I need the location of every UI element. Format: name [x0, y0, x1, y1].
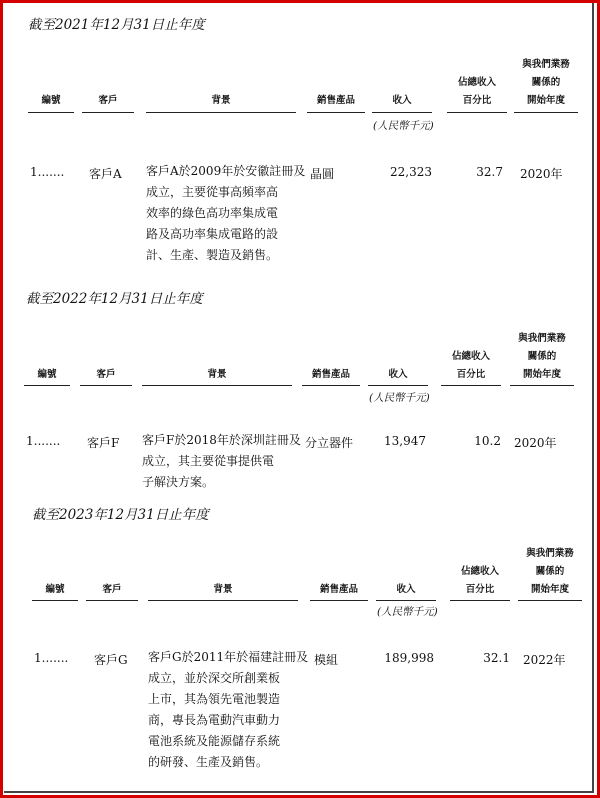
unit-label: (人民幣千元) — [369, 392, 430, 404]
header-pct: 佔總收入 百分比 — [451, 351, 490, 380]
section-title: 截至2022年12月31日止年度 — [26, 291, 203, 307]
unit-label: (人民幣千元) — [377, 606, 438, 618]
header-customer: 客戶 — [102, 584, 122, 595]
row-start-year: 2020年 — [520, 167, 563, 181]
header-rule — [146, 112, 296, 113]
header-customer: 客戶 — [96, 369, 116, 380]
header-rule — [368, 385, 428, 386]
header-rule — [307, 112, 365, 113]
header-revenue: 收入 — [392, 95, 412, 106]
unit-label: (人民幣千元) — [373, 120, 434, 132]
header-rule — [86, 600, 138, 601]
header-product: 銷售產品 — [319, 584, 358, 595]
row-pct: 32.7 — [476, 165, 503, 179]
header-rule — [510, 385, 574, 386]
header-start-year: 與我們業務 關係的 開始年度 — [518, 333, 566, 380]
header-rule — [447, 112, 507, 113]
header-rule — [142, 385, 292, 386]
row-start-year: 2020年 — [514, 436, 557, 450]
header-rule — [514, 112, 578, 113]
row-product: 模組 — [314, 653, 339, 667]
header-rule — [441, 385, 501, 386]
row-customer: 客戶F — [87, 436, 120, 450]
header-customer: 客戶 — [98, 95, 118, 106]
header-rule — [450, 600, 510, 601]
header-pct: 佔總收入 百分比 — [457, 77, 496, 106]
section-title: 截至2023年12月31日止年度 — [32, 507, 209, 523]
row-background: 客戶G於2011年於福建註冊及 成立，並於深交所創業板 上市，其為領先電池製造 商，專長為電動汽車動力 電池系統及能源儲存系統 的研發、生產及銷售。 — [148, 650, 309, 769]
header-background: 背景 — [207, 369, 227, 380]
header-rule — [310, 600, 368, 601]
header-rule — [376, 600, 436, 601]
row-pct: 32.1 — [483, 651, 510, 665]
header-start-year: 與我們業務 關係的 開始年度 — [522, 59, 570, 106]
header-product: 銷售產品 — [311, 369, 350, 380]
section-title: 截至2021年12月31日止年度 — [28, 17, 205, 33]
row-revenue: 22,323 — [390, 165, 432, 179]
row-number: 1....... — [26, 434, 61, 448]
row-product: 分立器件 — [305, 436, 354, 450]
row-revenue: 189,998 — [384, 651, 434, 665]
header-rule — [302, 385, 360, 386]
header-no: 編號 — [41, 95, 61, 106]
header-pct: 佔總收入 百分比 — [460, 566, 499, 595]
header-revenue: 收入 — [388, 369, 408, 380]
row-customer: 客戶G — [94, 653, 128, 667]
header-rule — [372, 112, 432, 113]
row-revenue: 13,947 — [384, 434, 426, 448]
header-rule — [82, 112, 134, 113]
row-product: 晶圓 — [310, 167, 335, 181]
header-rule — [148, 600, 298, 601]
row-customer: 客戶A — [89, 167, 122, 181]
header-rule — [32, 600, 78, 601]
header-product: 銷售產品 — [316, 95, 355, 106]
header-rule — [28, 112, 74, 113]
header-no: 編號 — [37, 369, 57, 380]
row-background: 客戶A於2009年於安徽註冊及 成立，主要從事高頻率高 效率的綠色高功率集成電 路及高功率集成電路的設 計、生產、製造及銷售。 — [146, 164, 306, 262]
row-number: 1....... — [30, 165, 65, 179]
row-pct: 10.2 — [474, 434, 501, 448]
header-background: 背景 — [211, 95, 231, 106]
row-start-year: 2022年 — [523, 653, 566, 667]
header-revenue: 收入 — [396, 584, 416, 595]
header-rule — [24, 385, 70, 386]
header-start-year: 與我們業務 關係的 開始年度 — [526, 548, 574, 595]
header-rule — [80, 385, 132, 386]
row-number: 1....... — [34, 651, 69, 665]
header-no: 編號 — [45, 584, 65, 595]
header-rule — [518, 600, 582, 601]
row-background: 客戶F於2018年於深圳註冊及 成立，其主要從事提供電 子解決方案。 — [142, 433, 301, 489]
header-background: 背景 — [213, 584, 233, 595]
